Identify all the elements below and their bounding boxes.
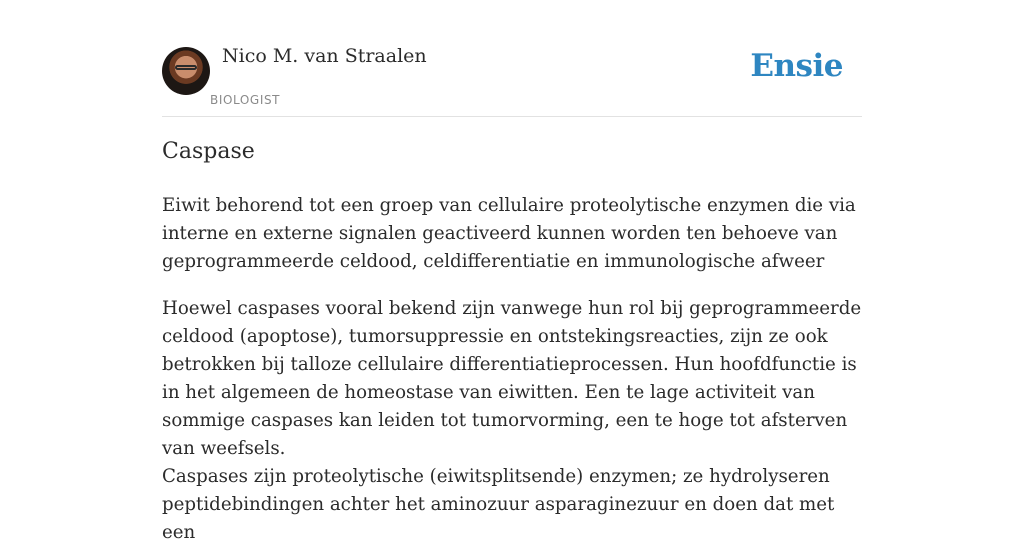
glasses-icon [175,65,197,70]
body-paragraph-1: Hoewel caspases vooral bekend zijn vanwege hun rol bij geprogrammeerde celdood (apoptose), tumorsuppressie en ontstekingsreacties, zijn ze ook betrokken bij talloze cellulaire differentiatieprocessen. Hun hoofdfunctie is in het algemeen de homeostase van eiwitten. Een te lage activiteit van sommige caspases kan leiden tot tumorvorming, een te hoge tot afsterven van weefsels. [162,298,862,459]
author-name[interactable]: Nico M. van Straalen [222,45,427,67]
author-role: BIOLOGIST [210,93,281,107]
author-avatar[interactable] [162,47,210,95]
page-title: Caspase [162,139,255,164]
author-header [162,0,862,117]
body-paragraph-2: Caspases zijn proteolytische (eiwitsplitsende) enzymen; ze hydrolyseren peptidebindingen achter het aminozuur asparaginezuur en doen dat met een [162,466,835,543]
article-page [162,0,862,543]
definition-paragraph: Eiwit behorend tot een groep van cellulaire proteolytische enzymen die via interne en externe signalen geactiveerd kunnen worden ten behoeve van geprogrammeerde celdood, celdifferentiatie en immunologische afweer [162,195,856,272]
site-logo[interactable]: Ensie [750,48,843,84]
